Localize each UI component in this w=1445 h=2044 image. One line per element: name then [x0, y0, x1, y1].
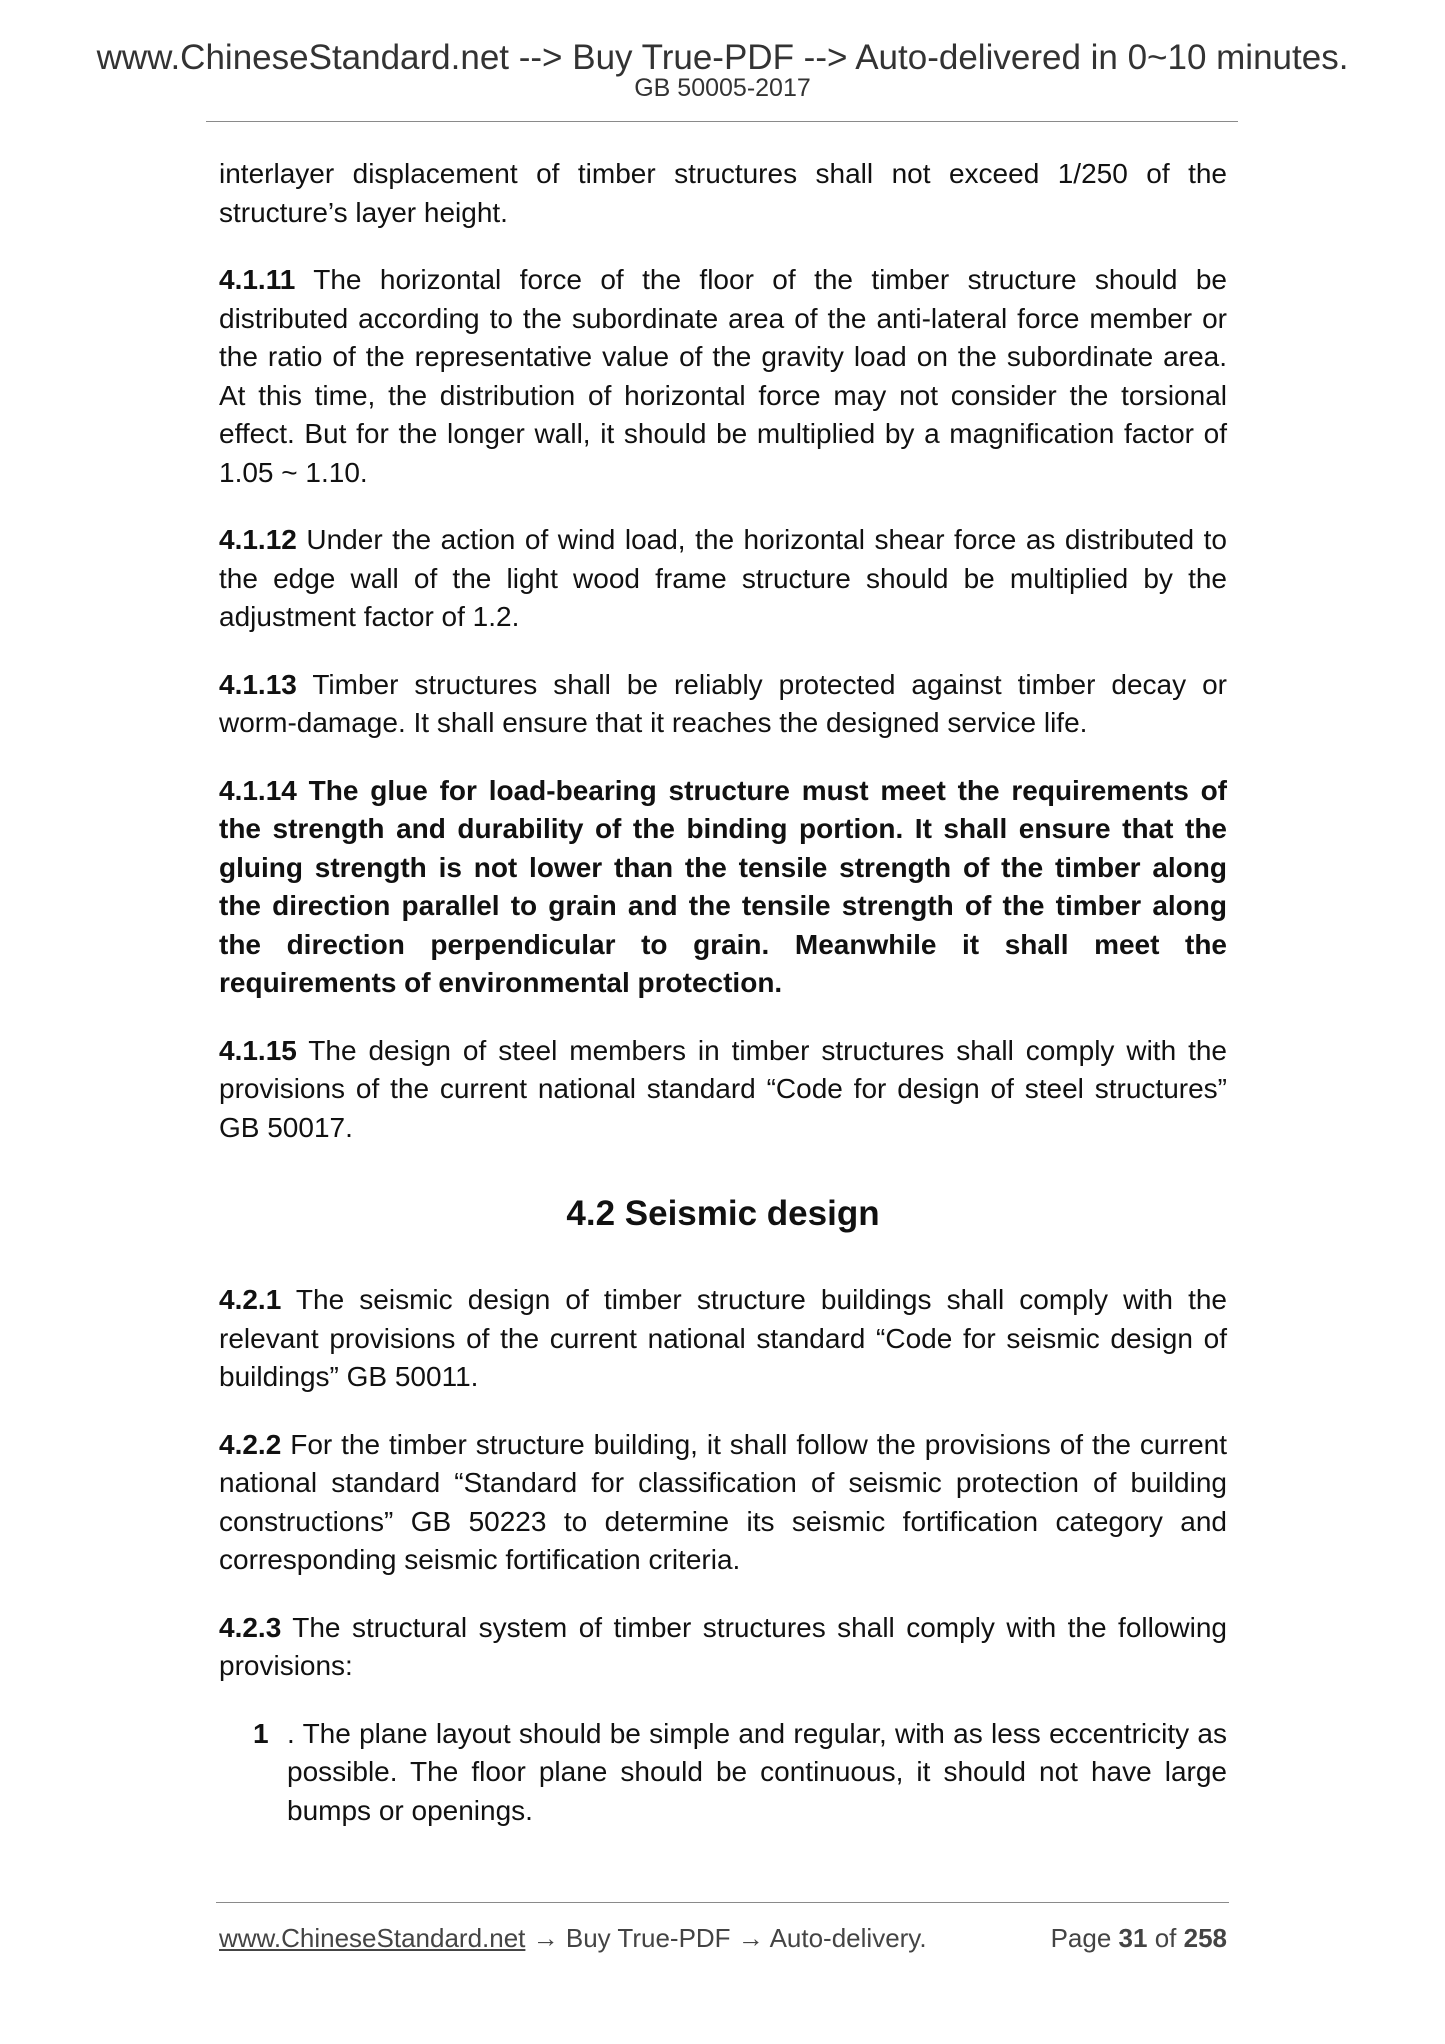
page-indicator: Page 31 of 258: [1050, 1923, 1227, 1953]
footer-site-link[interactable]: www.ChineseStandard.net: [219, 1923, 526, 1953]
footer-divider: [216, 1902, 1229, 1903]
total-pages: 258: [1183, 1923, 1227, 1953]
clause-text: Timber structures shall be reliably protected against timber decay or worm-damage. It shall ensure that it reaches the designed service life.: [219, 668, 1227, 738]
clause-number: 4.1.12: [219, 524, 297, 555]
doc-code: GB 50005-2017: [634, 74, 811, 102]
list-item-text: . The plane layout should be simple and regular, with as less eccentricity as possible. The floor plane should be continuous, it should not have large bumps or openings.: [287, 1717, 1227, 1826]
clause-4-1-12: [219, 521, 1227, 637]
header-divider: [206, 121, 1238, 122]
clause-number: 4.1.13: [219, 668, 297, 700]
clause-text: The structural system of timber structures shall comply with the following provisions:: [219, 1611, 1227, 1681]
clause-4-2-3: [219, 1609, 1227, 1686]
clause-text: Under the action of wind load, the horizontal shear force as distributed to the edge wall of the light wood frame structure should be multiplied by the adjustment factor of 1.2.: [219, 524, 1227, 632]
header-banner: www.ChineseStandard.net --> Buy True-PDF --> Auto-delivered in 0~10 minutes.: [96, 38, 1349, 77]
clause-4-1-15: [219, 1032, 1227, 1148]
clause-number: 4.2.3: [219, 1611, 282, 1643]
list-item-number: 1: [253, 1717, 269, 1749]
clause-4-1-11: [219, 261, 1227, 492]
paragraph: interlayer displacement of timber structures shall not exceed 1/250 of the structure’s layer height.: [219, 158, 1227, 228]
clause-4-2-1: [219, 1281, 1227, 1397]
clause-text: For the timber structure building, it shall follow the provisions of the current national standard “Standard for classification of seismic protection of building constructions” GB 50223 to determine its seismic fortification category and corresponding seismic fortification criteria.: [219, 1428, 1227, 1575]
footer-tagline: → Buy True-PDF → Auto-delivery.: [525, 1923, 927, 1953]
clause-number: 4.2.2: [219, 1428, 282, 1460]
clause-4-1-14: 4.1.14 The glue for load-bearing structure must meet the requirements of the strength and durability of the binding portion. It shall ensure that the gluing strength is not lower than the tensile strength of the timber along the direction parallel to grain and the tensile strength of the timber along the direction perpendicular to grain. Meanwhile it shall meet the requirements of environmental protection.: [219, 774, 1227, 998]
footer: [219, 1921, 1227, 1955]
section-title: 4.2 Seismic design: [566, 1194, 880, 1233]
clause-number: 4.1.15: [219, 1034, 297, 1066]
clause-text: The horizontal force of the floor of the timber structure should be distributed according to the subordinate area of the anti-lateral force member or the ratio of the representative value of the gravity load on the subordinate area. At this time, the distribution of horizontal force may not consider the torsional effect. But for the longer wall, it should be multiplied by a magnification factor of 1.05 ~ 1.10.: [219, 264, 1227, 488]
list-item: [219, 1715, 1227, 1831]
clause-number: 4.2.1: [219, 1284, 282, 1315]
current-page: 31: [1118, 1923, 1148, 1953]
clause-number: 4.1.11: [219, 264, 296, 295]
clause-text: The design of steel members in timber structures shall comply with the provisions of the current national standard “Code for design of steel structures” GB 50017.: [219, 1034, 1227, 1143]
clause-text: The seismic design of timber structure buildings shall comply with the relevant provisions of the current national standard “Code for seismic design of buildings” GB 50011.: [219, 1284, 1227, 1392]
clause-4-2-2: [219, 1426, 1227, 1580]
clause-4-1-13: [219, 666, 1227, 743]
page-body: [219, 155, 1227, 1859]
